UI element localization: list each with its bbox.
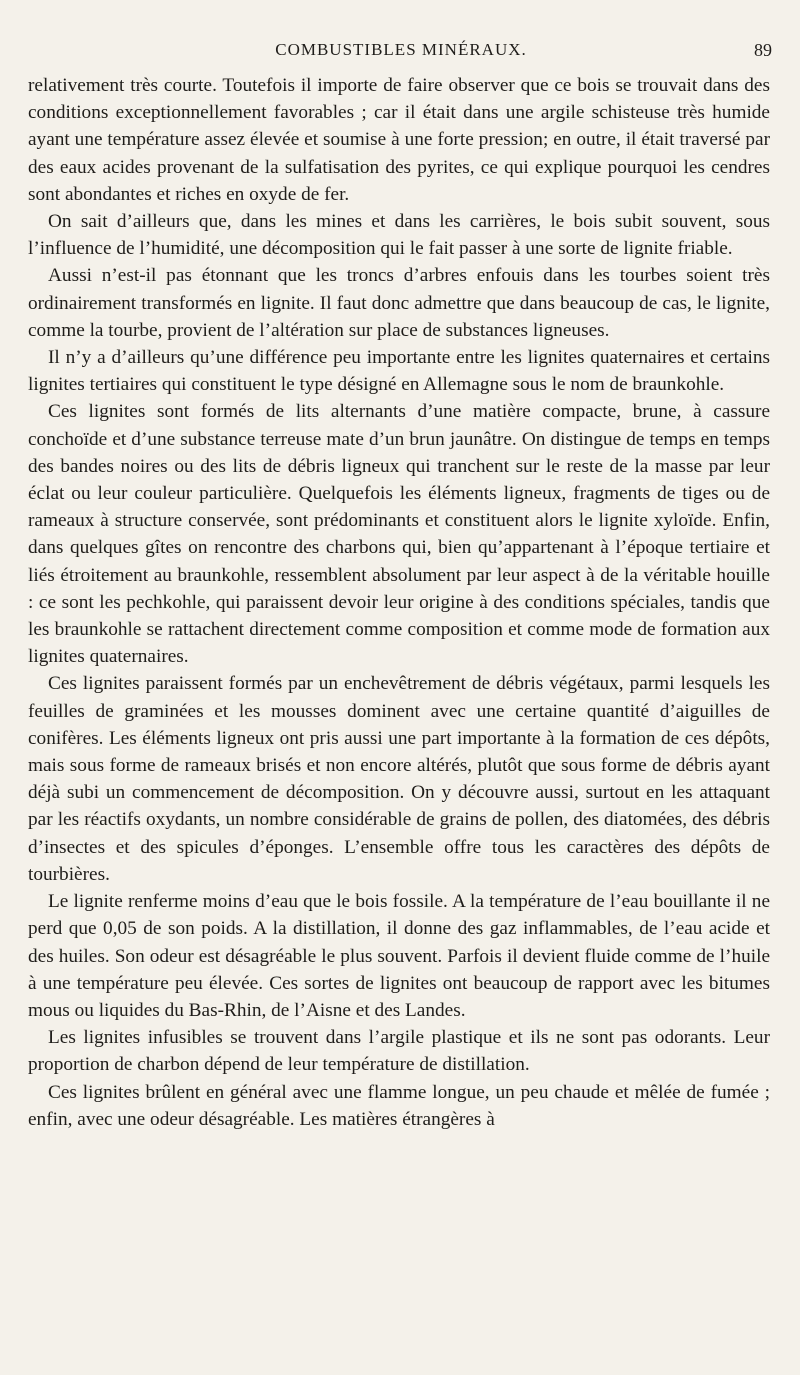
paragraph: Aussi n’est-il pas étonnant que les troncs d’arbres enfouis dans les tourbes soient très ordinairement transformés en lignite. Il faut donc admettre que dans beaucoup de cas, le lignite, comme la tourbe, provient de l’altération sur place de substances ligneuses. xyxy=(28,265,770,341)
paragraph: Ces lignites brûlent en général avec une flamme longue, un peu chaude et mêlée de fumée ; enfin, avec une odeur désagréable. Les matières étrangères à xyxy=(28,1081,770,1130)
paragraph: Le lignite renferme moins d’eau que le bois fossile. A la température de l’eau bouillante il ne perd que 0,05 de son poids. A la distillation, il donne des gaz inflammables, de l’eau acide et des huiles. Son odeur est désagréable le plus souvent. Parfois il devient fluide comme de l’huile à une température peu élevée. Ces sortes de lignites ont beaucoup de rapport avec les bitumes mous ou liquides du Bas-Rhin, de l’Aisne et des Landes. xyxy=(28,891,770,1021)
paragraph-continued: relativement très courte. Toutefois il importe de faire observer que ce bois se trouvait dans des conditions exceptionnellement favorables ; car il était dans une argile schisteuse très humide ayant une température assez élevée et soumise à une forte pression; en outre, il était traversé par des eaux acides provenant de la sulfatisation des pyrites, ce qui explique pourquoi les cendres sont abondantes et riches en oxyde de fer. xyxy=(28,75,770,205)
running-title: COMBUSTIBLES MINÉRAUX. xyxy=(275,40,527,59)
paragraph: Ces lignites sont formés de lits alternants d’une matière compacte, brune, à cassure conchoïde et d’une substance terreuse mate d’un brun jaunâtre. On distingue de temps en temps des bandes noires ou des lits de débris ligneux qui tranchent sur le reste de la masse par leur éclat ou leur couleur particulière. Quelquefois les éléments ligneux, fragments de tiges ou de rameaux à structure conservée, sont prédominants et constituent alors le lignite xyloïde. Enfin, dans quelques gîtes on rencontre des charbons qui, bien qu’appartenant à l’époque tertiaire et liés étroitement au braunkohle, ressemblent absolument par leur aspect à de la véritable houille : ce sont les pechkohle, qui paraissent devoir leur origine à des conditions spéciales, tandis que les braunkohle se rattachent directement comme composition et comme mode de formation aux lignites quaternaires. xyxy=(28,401,770,668)
body-text xyxy=(28,72,770,1133)
paragraph: Il n’y a d’ailleurs qu’une différence peu importante entre les lignites quaternaires et certains lignites tertiaires qui constituent le type désigné en Allemagne sous le nom de braunkohle. xyxy=(28,347,770,396)
running-head xyxy=(30,40,772,66)
paragraph: Les lignites infusibles se trouvent dans l’argile plastique et ils ne sont pas odorants. Leur proportion de charbon dépend de leur température de distillation. xyxy=(28,1027,770,1076)
paragraph: On sait d’ailleurs que, dans les mines et dans les carrières, le bois subit souvent, sous l’influence de l’humidité, une décomposition qui le fait passer à une sorte de lignite friable. xyxy=(28,211,770,260)
paragraph: Ces lignites paraissent formés par un enchevêtrement de débris végétaux, parmi lesquels les feuilles de graminées et les mousses dominent avec une certaine quantité d’aiguilles de conifères. Les éléments ligneux ont pris aussi une part importante à la formation de ces dépôts, mais sous forme de rameaux brisés et non encore altérés, plutôt que sous forme de débris ayant déjà subi un commencement de décomposition. On y découvre aussi, surtout en les attaquant par les réactifs oxydants, un nombre considérable de grains de pollen, des diatomées, des débris d’insectes et des spicules d’éponges. L’ensemble offre tous les caractères des dépôts de tourbières. xyxy=(28,673,770,885)
page-number: 89 xyxy=(754,40,772,60)
